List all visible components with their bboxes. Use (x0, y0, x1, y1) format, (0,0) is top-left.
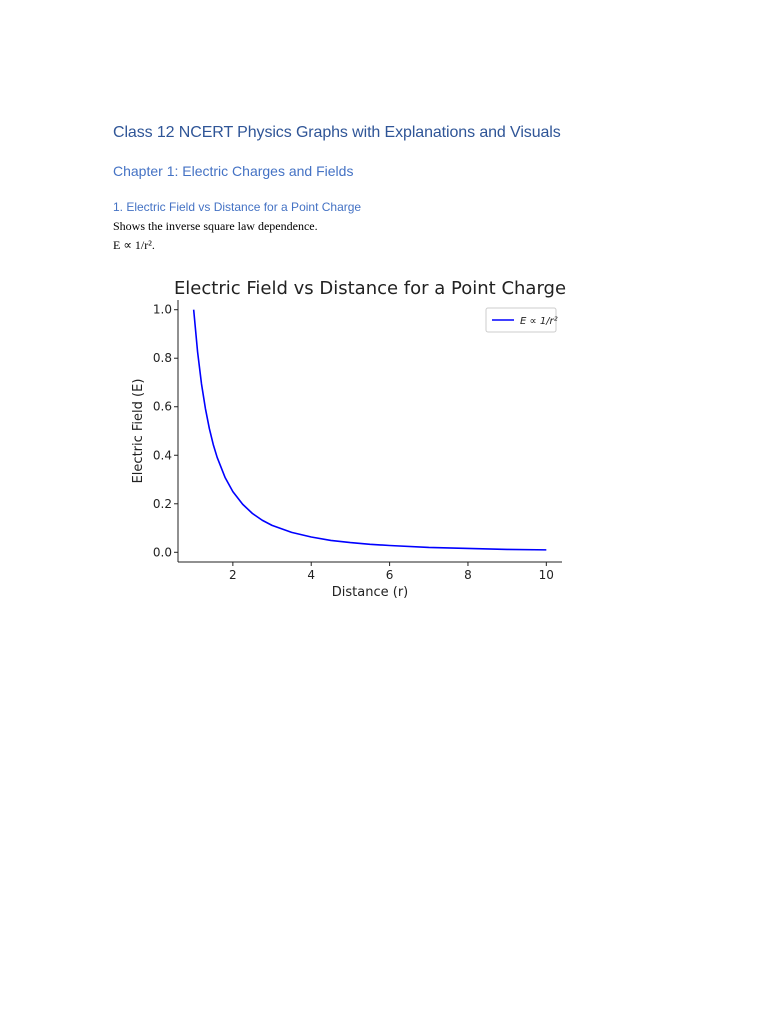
electric-field-chart (122, 268, 578, 608)
y-tick-label-0.6: 0.6 (152, 399, 172, 414)
x-tick-label-4: 4 (307, 568, 316, 582)
series-line-0 (194, 310, 547, 550)
chart-title: Electric Field vs Distance for a Point Charge (173, 278, 567, 299)
x-tick-label-10: 10 (538, 568, 554, 582)
formula-text: E ∝ 1/r². (113, 238, 155, 252)
x-axis-label: Distance (r) (331, 585, 409, 600)
y-tick-label-0.0: 0.0 (152, 545, 172, 560)
y-tick-label-0.8: 0.8 (152, 351, 172, 366)
y-tick-label-0.2: 0.2 (152, 496, 172, 511)
x-tick-label-8: 8 (464, 568, 472, 582)
legend-label: E ∝ 1/r² (520, 316, 558, 327)
y-tick-label-1.0: 1.0 (152, 302, 172, 317)
document-title: Class 12 NCERT Physics Graphs with Explanations and Visuals (113, 124, 561, 141)
y-axis-label: Electric Field (E) (131, 378, 146, 484)
x-tick-label-2: 2 (229, 568, 237, 582)
description-text: Shows the inverse square law dependence. (113, 219, 318, 233)
y-tick-label-0.4: 0.4 (152, 448, 172, 463)
x-tick-label-6: 6 (385, 568, 394, 582)
chapter-heading: Chapter 1: Electric Charges and Fields (113, 163, 354, 179)
section-heading: 1. Electric Field vs Distance for a Point Charge (113, 200, 362, 214)
